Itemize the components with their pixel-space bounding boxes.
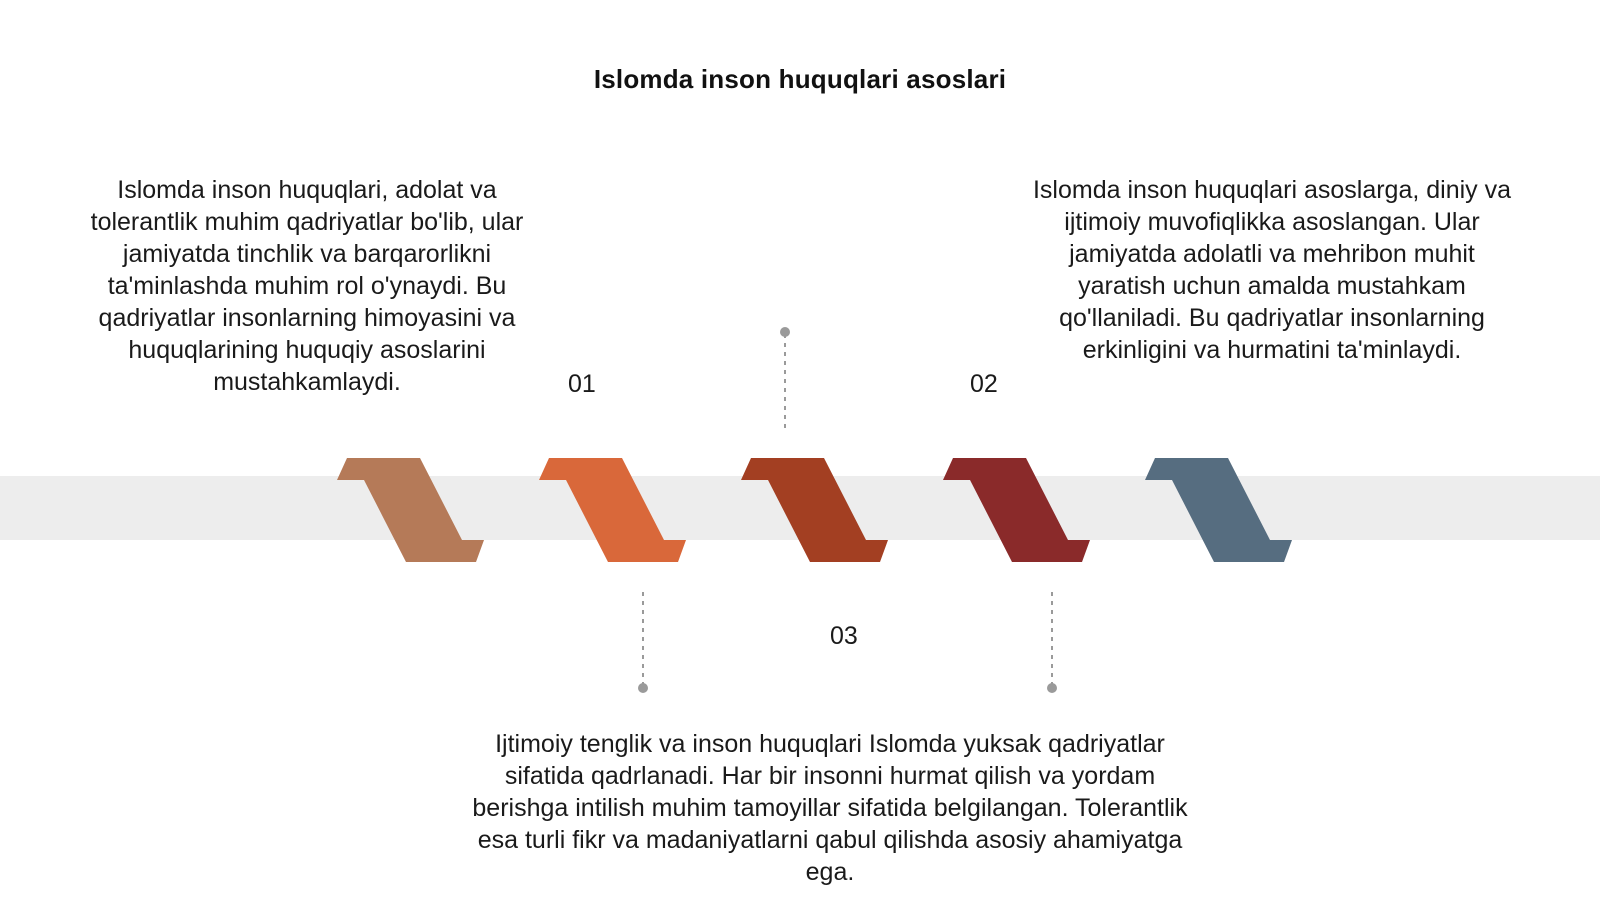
connector-top-dot — [780, 327, 790, 337]
block-3-text: Ijtimoiy tenglik va inson huquqlari Islomda yuksak qadriyatlar sifatida qadrlanadi. Har bir insonni hurmat qilish va yordam berishga intilish muhim tamoyillar sifatida belgilangan. Tolerantlik esa turli fikr va madaniyatlarni qabul qilishda asosiy ahamiyatga ega. — [472, 730, 1188, 886]
block-2-text: Islomda inson huquqlari asoslarga, diniy va ijtimoiy muvofiqlikka asoslangan. Ular jamiyatda adolatli va mehribon muhit yaratish uchun amalda mustahkam qo'llaniladi. Bu qadriyatlar insonlarning erkinligini va hurmatini ta'minlaydi. — [1032, 176, 1512, 364]
chevron-5 — [1145, 458, 1292, 562]
block-3-number: 03 — [830, 622, 858, 650]
page-title: Islomda inson huquqlari asoslari — [593, 64, 1007, 94]
connector-bottom-left-dot — [638, 683, 648, 693]
block-2-number: 02 — [970, 370, 998, 398]
block-1-text: Islomda inson huquqlari, adolat va tolerantlik muhim qadriyatlar bo'lib, ular jamiyatda tinchlik va barqarorlikni ta'minlashda muhim rol o'ynaydi. Bu qadriyatlar insonlarning himoyasini va huquqlarining huquqiy asoslarini mustahkamlaydi. — [90, 176, 524, 396]
block-1-number: 01 — [568, 370, 596, 398]
chevron-4 — [943, 458, 1090, 562]
chevron-1 — [337, 458, 484, 562]
chevron-2 — [539, 458, 686, 562]
chevron-3 — [741, 458, 888, 562]
connector-bottom-right-dot — [1047, 683, 1057, 693]
